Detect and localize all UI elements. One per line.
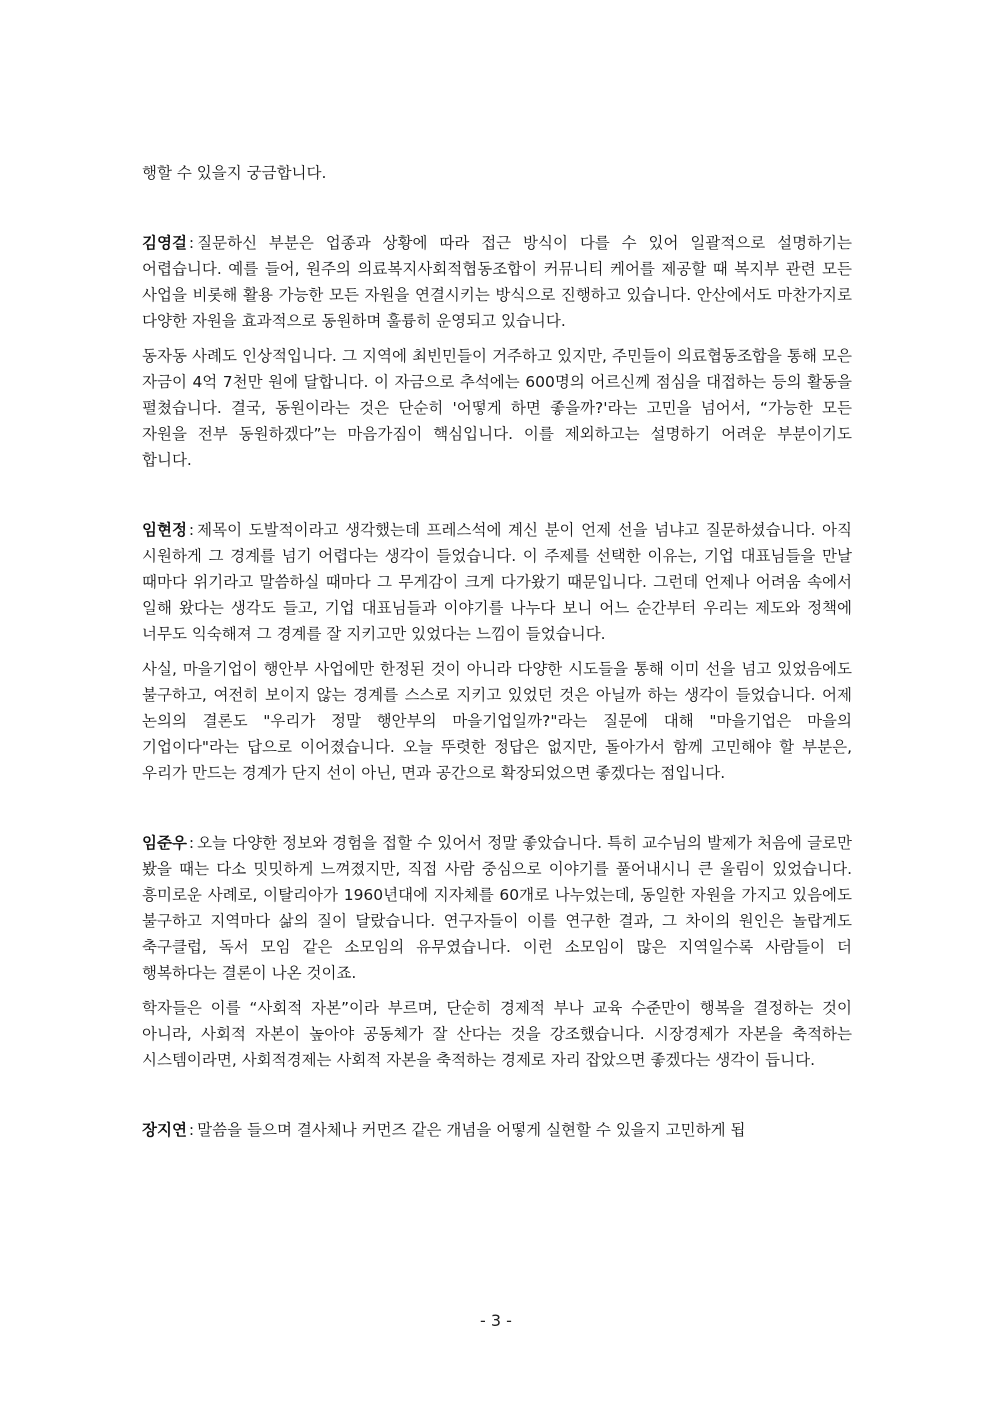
paragraph-text: 제목이 도발적이라고 생각했는데 프레스석에 계신 분이 언제 선을 넘냐고 질문하셨습니다. 아직 시원하게 그 경계를 넘기 어렵다는 생각이 들었습니다. 이 주제를 선택한 이유는, 기업 대표님들을 만날 때마다 위기라고 말씀하실 때마다 그 무게감이 크게 다가왔기 때문입니다. 그런데 언제나 어려움 속에서 일해 왔다는 생각도 들고, 기업 대표님들과 이야기를 나누다 보니 어느 순간부터 우리는 제도와 정책에 너무도 익숙해져 그 경계를 잘 지키고만 있었다는 느낌이 들었습니다. (142, 521, 852, 643)
speaker-separator: : (188, 834, 195, 852)
speaker-name: 장지연 (142, 1121, 187, 1139)
speaker-name: 임현정 (142, 521, 187, 539)
speech-paragraph (142, 517, 852, 647)
speech-block-3 (142, 830, 852, 1073)
speech-paragraph (142, 830, 852, 986)
speech-block-1 (142, 230, 852, 473)
paragraph-text: 말씀을 들으며 결사체나 커먼즈 같은 개념을 어떻게 실현할 수 있을지 고민하게 됩 (197, 1121, 746, 1139)
speaker-name: 김영걸 (142, 234, 187, 252)
document-body (142, 160, 852, 1143)
speech-paragraph (142, 230, 852, 334)
speech-block-2 (142, 517, 852, 786)
intro-paragraph: 행할 수 있을지 궁금합니다. (142, 164, 327, 182)
speaker-separator: : (188, 521, 195, 539)
page-number: - 3 - (480, 1311, 512, 1330)
speaker-separator: : (188, 1121, 195, 1139)
speech-block-4 (142, 1117, 852, 1143)
speech-paragraph: 학자들은 이를 “사회적 자본”이라 부르며, 단순히 경제적 부나 교육 수준만이 행복을 결정하는 것이 아니라, 사회적 자본이 높아야 공동체가 잘 산다는 것을 강조했습니다. 시장경제가 자본을 축적하는 시스템이라면, 사회적경제는 사회적 자본을 축적하는 경제로 자리 잡았으면 좋겠다는 생각이 듭니다. (142, 999, 852, 1069)
speaker-name: 임준우 (142, 834, 187, 852)
speaker-separator: : (188, 234, 195, 252)
paragraph-text: 질문하신 부분은 업종과 상황에 따라 접근 방식이 다를 수 있어 일괄적으로 설명하기는 어렵습니다. 예를 들어, 원주의 의료복지사회적협동조합이 커뮤니티 케어를 제공할 때 복지부 관련 모든 사업을 비롯해 활용 가능한 모든 자원을 연결시키는 방식으로 진행하고 있습니다. 안산에서도 마찬가지로 다양한 자원을 효과적으로 동원하며 훌륭히 운영되고 있습니다. (142, 234, 852, 330)
speech-paragraph: 사실, 마을기업이 행안부 사업에만 한정된 것이 아니라 다양한 시도들을 통해 이미 선을 넘고 있었음에도 불구하고, 여전히 보이지 않는 경계를 스스로 지키고 있었던 것은 아닐까 하는 생각이 들었습니다. 어제 논의의 결론도 "우리가 정말 행안부의 마을기업일까?"라는 질문에 대해 "마을기업은 마을의 기업이다"라는 답으로 이어졌습니다. 오늘 뚜렷한 정답은 없지만, 돌아가서 함께 고민해야 할 부분은, 우리가 만드는 경계가 단지 선이 아닌, 면과 공간으로 확장되었으면 좋겠다는 점입니다. (142, 660, 852, 782)
paragraph-text: 오늘 다양한 정보와 경험을 접할 수 있어서 정말 좋았습니다. 특히 교수님의 발제가 처음에 글로만 봤을 때는 다소 밋밋하게 느껴졌지만, 직접 사람 중심으로 이야기를 풀어내시니 큰 울림이 있었습니다. 흥미로운 사례로, 이탈리아가 1960년대에 지자체를 60개로 나누었는데, 동일한 자원을 가지고 있음에도 불구하고 지역마다 삶의 질이 달랐습니다. 연구자들이 이를 연구한 결과, 그 차이의 원인은 놀랍게도 축구클럽, 독서 모임 같은 소모임의 유무였습니다. 이런 소모임이 많은 지역일수록 사람들이 더 행복하다는 결론이 나온 것이죠. (142, 834, 852, 982)
speech-paragraph (142, 1117, 852, 1143)
speech-paragraph: 동자동 사례도 인상적입니다. 그 지역에 최빈민들이 거주하고 있지만, 주민들이 의료협동조합을 통해 모은 자금이 4억 7천만 원에 달합니다. 이 자금으로 추석에는 600명의 어르신께 점심을 대접하는 등의 활동을 펼쳤습니다. 결국, 동원이라는 것은 단순히 '어떻게 하면 좋을까?'라는 고민을 넘어서, “가능한 모든 자원을 전부 동원하겠다”는 마음가짐이 핵심입니다. 이를 제외하고는 설명하기 어려운 부분이기도 합니다. (142, 347, 852, 469)
